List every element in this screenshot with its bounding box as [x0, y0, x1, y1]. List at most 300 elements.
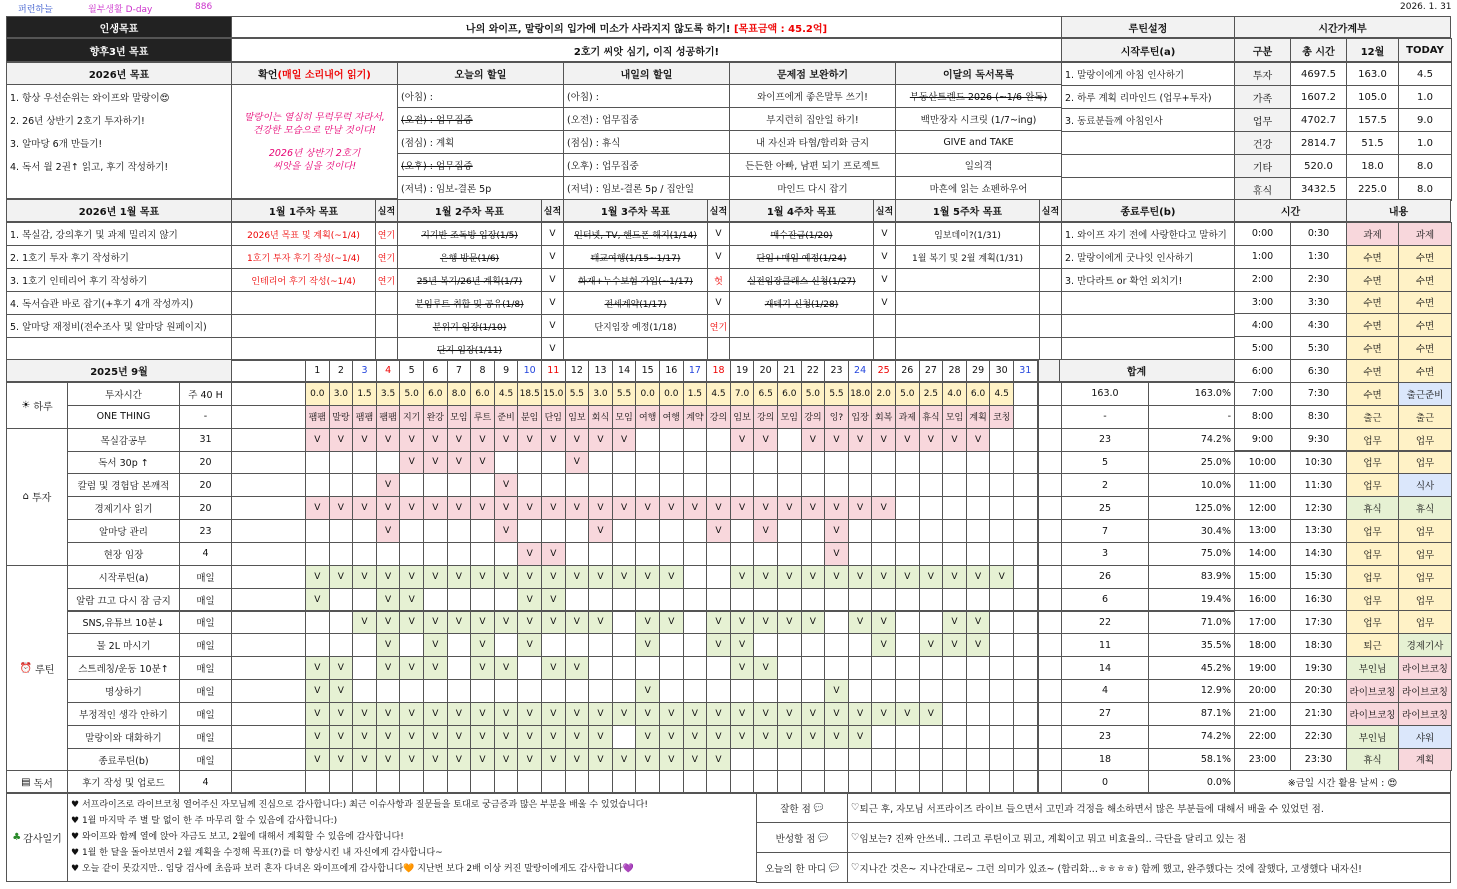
check-empty — [871, 519, 896, 543]
time-slot-cell: 2:00 — [1234, 268, 1291, 292]
time-header: 내용 — [1346, 199, 1451, 222]
check-empty — [447, 542, 472, 566]
check-empty — [683, 611, 708, 635]
check-mark: V — [494, 748, 519, 772]
todo-item: 마인드 다시 잡기 — [729, 176, 896, 200]
start-routine-empty — [1061, 154, 1235, 178]
row-pct: 163.0% — [1148, 382, 1235, 406]
check-mark: V — [399, 656, 424, 680]
todo-item: 마흔에 읽는 쇼펜하우어 — [895, 176, 1062, 200]
check-empty — [966, 725, 991, 749]
week-item: 은행 방문(1/6) — [397, 245, 542, 269]
check-mark: V — [942, 633, 967, 657]
check-mark: V — [612, 428, 637, 452]
timebook-header: TODAY — [1398, 38, 1452, 62]
check-mark: V — [612, 748, 637, 772]
invest-hour-cell: 6.0 — [470, 382, 495, 406]
one-thing-cell: 단임 — [541, 405, 566, 429]
check-empty — [730, 748, 755, 772]
check-mark: V — [871, 428, 896, 452]
time-slot-cell: 수면 — [1398, 336, 1452, 360]
check-empty — [942, 702, 967, 726]
check-empty — [612, 770, 637, 794]
row-pct: 74.2% — [1148, 725, 1235, 749]
check-empty — [989, 588, 1014, 612]
gratitude-text: 1월 마지막 주 별 탈 없이 한 주 마무리 할 수 있음에 감사합니다:) — [81, 816, 338, 826]
week-item — [729, 314, 874, 338]
check-empty — [942, 656, 967, 680]
time-slot-cell: 수면 — [1346, 291, 1399, 315]
invest-hour-cell: 5.5 — [824, 382, 849, 406]
todo-item: 내 자신과 타협/합리화 금지 — [729, 130, 896, 154]
check-mark: V — [777, 565, 802, 589]
time-slot-cell: 수면 — [1398, 245, 1452, 269]
row-target: 20 — [179, 473, 232, 497]
day-header: 31 — [1013, 359, 1038, 382]
timebook-cell: 1.0 — [1398, 85, 1452, 109]
category-label: 하루 — [33, 401, 53, 413]
row-name: 부정적인 생각 안하기 — [67, 702, 180, 726]
check-empty — [565, 519, 590, 543]
time-slot-cell: 10:00 — [1234, 451, 1291, 475]
check-empty — [329, 770, 354, 794]
invest-hour-cell: 18.0 — [848, 382, 873, 406]
check-empty — [966, 656, 991, 680]
check-mark: V — [801, 702, 826, 726]
row-blank — [231, 725, 306, 749]
row-pad — [1038, 770, 1062, 794]
check-mark: V — [376, 519, 401, 543]
check-mark: V — [541, 428, 566, 452]
check-mark: V — [659, 702, 684, 726]
time-slot-cell: 수면 — [1346, 268, 1399, 292]
status-label: 실적 — [873, 199, 896, 222]
check-empty — [730, 473, 755, 497]
invest-hour-cell: 5.5 — [612, 382, 637, 406]
week-status: V — [873, 222, 896, 246]
check-empty — [895, 770, 920, 794]
check-mark: V — [635, 725, 660, 749]
row-pct: 75.0% — [1148, 542, 1235, 566]
check-mark: V — [966, 611, 991, 635]
check-mark: V — [305, 656, 330, 680]
time-slot-cell: 0:30 — [1290, 222, 1347, 246]
row-target: 매일 — [179, 588, 232, 612]
invest-hour-cell: 1.5 — [683, 382, 708, 406]
check-empty — [871, 725, 896, 749]
time-slot-cell: 업무 — [1398, 588, 1452, 612]
week-title: 1월 5주차 목표 — [895, 199, 1040, 222]
week-status: V — [707, 222, 730, 246]
row-target: 4 — [179, 542, 232, 566]
row-pct: 35.5% — [1148, 633, 1235, 657]
one-thing-cell — [1013, 405, 1038, 429]
row-blank — [231, 679, 306, 703]
check-empty — [588, 679, 613, 703]
goal-2026-item: 4. 독서 월 2권↑ 읽고, 후기 작성하기! — [10, 162, 169, 173]
check-mark: V — [399, 748, 424, 772]
check-empty — [352, 451, 377, 475]
check-mark: V — [447, 496, 472, 520]
check-empty — [989, 656, 1014, 680]
check-empty — [565, 770, 590, 794]
check-mark: V — [423, 496, 448, 520]
check-mark: V — [352, 428, 377, 452]
time-slot-cell: 19:30 — [1290, 656, 1347, 680]
day-header: 18 — [706, 359, 731, 382]
week-status — [1039, 291, 1062, 315]
invest-hour-cell: 6.0 — [966, 382, 991, 406]
check-empty — [1013, 428, 1038, 452]
check-empty — [706, 565, 731, 589]
check-mark: V — [399, 588, 424, 612]
check-empty — [966, 702, 991, 726]
check-empty — [824, 451, 849, 475]
row-target: 23 — [179, 519, 232, 543]
check-empty — [352, 679, 377, 703]
check-mark: V — [989, 565, 1014, 589]
category-label: 투자 — [32, 493, 52, 505]
one-thing-cell: 코칭 — [989, 405, 1014, 429]
check-empty — [683, 473, 708, 497]
check-mark: V — [635, 748, 660, 772]
row-pct: 0.0% — [1148, 770, 1235, 794]
check-mark: V — [683, 725, 708, 749]
check-mark: V — [895, 702, 920, 726]
row-pad — [1038, 702, 1062, 726]
check-mark: V — [848, 611, 873, 635]
time-slot-cell: 1:30 — [1290, 245, 1347, 269]
time-slot-cell: 11:00 — [1234, 473, 1291, 497]
time-slot-cell: 출근 — [1346, 405, 1399, 429]
timebook-cell: 4.5 — [1398, 62, 1452, 86]
check-empty — [329, 519, 354, 543]
time-slot-cell: 라이브코칭 — [1398, 656, 1452, 680]
check-empty — [635, 473, 660, 497]
timebook-cell: 520.0 — [1290, 154, 1347, 178]
sum-blank — [1038, 359, 1060, 382]
check-empty — [659, 542, 684, 566]
time-slot-cell: 2:30 — [1290, 268, 1347, 292]
todo-item: (오전) : 업무집중 — [563, 107, 730, 131]
week-title: 1월 1주차 목표 — [231, 199, 376, 222]
check-mark: V — [447, 451, 472, 475]
check-mark: V — [517, 725, 542, 749]
check-mark: V — [824, 702, 849, 726]
week-item — [895, 268, 1040, 292]
check-empty — [612, 611, 637, 635]
check-empty — [753, 679, 778, 703]
row-sum: 23 — [1061, 725, 1149, 749]
review-label — [756, 852, 848, 883]
check-empty — [848, 588, 873, 612]
check-empty — [447, 633, 472, 657]
week-status: V — [541, 314, 564, 338]
end-routine-title: 종료루틴(b) — [1061, 199, 1235, 222]
week-status — [375, 314, 398, 338]
check-mark: V — [470, 702, 495, 726]
check-empty — [517, 770, 542, 794]
week-item — [563, 337, 708, 361]
dday-label: 월부생활 D-day — [88, 5, 153, 15]
check-empty — [329, 473, 354, 497]
check-mark: V — [565, 428, 590, 452]
check-empty — [706, 770, 731, 794]
review-label-text: 오늘의 한 마디 — [764, 863, 827, 875]
check-empty — [588, 451, 613, 475]
row-target: 매일 — [179, 725, 232, 749]
row-sum: 25 — [1061, 496, 1149, 520]
three-year-goal: 2호기 씨앗 심기, 이직 성공하기! — [231, 38, 1062, 62]
check-mark: V — [706, 633, 731, 657]
heart-icon: ♥ — [71, 864, 82, 874]
todo-item: 부동산트렌드 2026 (~1/6 완독) — [895, 84, 1062, 108]
clock-icon: ⏰ — [19, 662, 33, 674]
review-text: 지나간 것은~ 지나간대로~ 그런 의미가 있죠~ (합리화...ㅎㅎㅎㅎ) 함께 했고, 완주했다는 것에 잘했다, 고생했다 내자신! — [859, 863, 1362, 875]
check-mark: V — [824, 519, 849, 543]
check-mark: V — [753, 702, 778, 726]
invest-hour-cell: 7.0 — [730, 382, 755, 406]
check-empty — [848, 519, 873, 543]
check-empty — [1013, 633, 1038, 657]
check-mark: V — [305, 496, 330, 520]
check-empty — [683, 679, 708, 703]
check-empty — [895, 633, 920, 657]
invest-hour-cell: 15.0 — [541, 382, 566, 406]
goal-2026-item: 2. 26년 상반기 2호기 투자하기! — [10, 116, 145, 127]
check-mark: V — [565, 656, 590, 680]
time-slot-cell: 8:30 — [1290, 405, 1347, 429]
check-mark: V — [376, 588, 401, 612]
check-mark: V — [753, 519, 778, 543]
time-slot-cell: 20:30 — [1290, 679, 1347, 703]
check-mark: V — [352, 748, 377, 772]
check-empty — [541, 473, 566, 497]
check-empty — [352, 770, 377, 794]
one-thing-cell: 입장 — [848, 405, 873, 429]
check-mark: V — [730, 656, 755, 680]
check-empty — [588, 770, 613, 794]
check-empty — [871, 748, 896, 772]
todo-item: GIVE and TAKE — [895, 130, 1062, 154]
check-mark: V — [588, 725, 613, 749]
check-empty — [612, 542, 637, 566]
check-empty — [942, 770, 967, 794]
check-mark: V — [942, 611, 967, 635]
check-empty — [706, 473, 731, 497]
check-empty — [565, 542, 590, 566]
day-header: 8 — [470, 359, 495, 382]
invest-hour-cell: 5.0 — [399, 382, 424, 406]
row-pct: 30.4% — [1148, 519, 1235, 543]
review-text-cell — [847, 792, 1451, 823]
check-empty — [352, 588, 377, 612]
one-thing-cell: 말랑 — [329, 405, 354, 429]
check-empty — [942, 725, 967, 749]
check-mark: V — [376, 565, 401, 589]
check-mark: V — [305, 588, 330, 612]
check-empty — [989, 473, 1014, 497]
week-item — [895, 314, 1040, 338]
row-pad — [1038, 748, 1062, 772]
jan-goal-item: 3. 1호기 인테리어 후기 작성하기 — [6, 268, 232, 292]
timebook-cell: 건강 — [1234, 131, 1291, 155]
row-name: 물 2L 마시기 — [67, 633, 180, 657]
week-status: V — [707, 291, 730, 315]
section-header: 오늘의 할일 — [397, 62, 564, 85]
row-sum: 18 — [1061, 748, 1149, 772]
check-empty — [423, 679, 448, 703]
day-header: 16 — [659, 359, 684, 382]
check-empty — [541, 770, 566, 794]
time-slot-cell: 출근준비 — [1398, 382, 1452, 406]
check-empty — [1013, 519, 1038, 543]
check-empty — [824, 633, 849, 657]
check-mark: V — [565, 611, 590, 635]
time-slot-cell: 식사 — [1398, 473, 1452, 497]
day-header: 28 — [942, 359, 967, 382]
check-empty — [895, 656, 920, 680]
row-pct: 87.1% — [1148, 702, 1235, 726]
check-mark: V — [659, 611, 684, 635]
date-label: 2026. 1. 31 — [1400, 2, 1452, 12]
row-name: 시작루틴(a) — [67, 565, 180, 589]
goal-2026-item: 1. 항상 우선순위는 와이프와 말랑이😍 — [10, 93, 170, 104]
gratitude-item — [71, 813, 337, 829]
check-empty — [399, 633, 424, 657]
check-empty — [801, 451, 826, 475]
time-slot-cell: 15:30 — [1290, 565, 1347, 589]
check-empty — [541, 679, 566, 703]
week-status: 연기 — [375, 268, 398, 292]
check-mark: V — [565, 565, 590, 589]
week-title: 1월 4주차 목표 — [729, 199, 874, 222]
week-item: 화재+누수보험 가입(~1/17) — [563, 268, 708, 292]
row-name: 말랑이와 대화하기 — [67, 725, 180, 749]
row-name: 명상하기 — [67, 679, 180, 703]
one-thing-cell: 모임 — [777, 405, 802, 429]
time-slot-cell: 휴식 — [1398, 496, 1452, 520]
check-empty — [753, 770, 778, 794]
time-slot-cell: 업무 — [1398, 519, 1452, 543]
check-mark: V — [470, 725, 495, 749]
check-mark: V — [730, 428, 755, 452]
check-empty — [801, 748, 826, 772]
check-mark: V — [919, 565, 944, 589]
check-empty — [683, 565, 708, 589]
row-sum: 0 — [1061, 770, 1149, 794]
check-empty — [565, 679, 590, 703]
check-empty — [517, 451, 542, 475]
row-name: 목실감공부 — [67, 428, 180, 452]
one-thing-cell: 회식 — [588, 405, 613, 429]
heart-outline-icon: ♡ — [851, 862, 860, 873]
gratitude-box — [67, 792, 757, 882]
time-slot-cell: 4:00 — [1234, 313, 1291, 337]
row-blank — [231, 473, 306, 497]
todo-item: (저녁) : 임보-결론 5p — [397, 176, 564, 200]
gratitude-text: 오늘 같이 못갔지만.. 임당 검사에 초음파 보러 혼자 다녀온 와이프에게 감사합니다🧡 지난번 보다 2배 이상 커진 말랑이에게도 감사합니다💜 — [81, 864, 634, 874]
timebook-cell: 휴식 — [1234, 177, 1291, 201]
check-mark: V — [824, 428, 849, 452]
check-empty — [919, 770, 944, 794]
check-mark: V — [871, 702, 896, 726]
check-mark: V — [447, 748, 472, 772]
day-header: 23 — [824, 359, 849, 382]
week-status: V — [541, 245, 564, 269]
row-target: 매일 — [179, 633, 232, 657]
one-thing-cell: 모임 — [942, 405, 967, 429]
heart-icon: ♥ — [71, 816, 82, 826]
check-empty — [470, 588, 495, 612]
check-empty — [871, 542, 896, 566]
check-mark: V — [730, 633, 755, 657]
check-mark: V — [541, 702, 566, 726]
check-mark: V — [447, 702, 472, 726]
check-mark: V — [966, 633, 991, 657]
check-mark: V — [848, 496, 873, 520]
check-empty — [541, 519, 566, 543]
check-empty — [777, 633, 802, 657]
review-text: 임보는? 진짜 안쓰네.. 그리고 루틴이고 뭐고, 계획이고 뭐고 비효율의.. 극단을 달리고 있는 점 — [859, 833, 1247, 845]
check-empty — [683, 588, 708, 612]
check-mark: V — [423, 451, 448, 475]
week-item: 인테리어 후기 작성(~1/4) — [231, 268, 376, 292]
day-header: 21 — [777, 359, 802, 382]
check-mark: V — [565, 725, 590, 749]
check-mark: V — [824, 496, 849, 520]
time-slot-cell: 7:00 — [1234, 382, 1291, 406]
row-pct: - — [1148, 405, 1235, 429]
check-mark: V — [470, 611, 495, 635]
check-mark: V — [541, 611, 566, 635]
check-mark: V — [753, 611, 778, 635]
check-empty — [659, 428, 684, 452]
row-sum: 23 — [1061, 428, 1149, 452]
row-name: 경제기사 읽기 — [67, 496, 180, 520]
check-empty — [494, 679, 519, 703]
week-status — [375, 337, 398, 361]
row-blank — [231, 588, 306, 612]
week-status — [1039, 222, 1062, 246]
category-0 — [6, 382, 68, 429]
check-mark: V — [376, 611, 401, 635]
check-mark: V — [470, 656, 495, 680]
row-name: 종료루틴(b) — [67, 748, 180, 772]
check-mark: V — [824, 679, 849, 703]
time-slot-cell: 8:00 — [1234, 405, 1291, 429]
time-slot-cell: 9:30 — [1290, 428, 1347, 452]
one-thing-cell: 계획 — [966, 405, 991, 429]
check-empty — [1013, 588, 1038, 612]
category-2 — [6, 565, 68, 772]
time-slot-cell: 수면 — [1346, 382, 1399, 406]
time-slot-cell: 업무 — [1346, 542, 1399, 566]
check-empty — [848, 633, 873, 657]
timebook-cell: 8.0 — [1398, 154, 1452, 178]
check-empty — [824, 588, 849, 612]
check-empty — [730, 542, 755, 566]
week-item: 실전임장클래스 신청(1/27) — [729, 268, 874, 292]
check-empty — [683, 770, 708, 794]
check-empty — [1013, 770, 1038, 794]
check-mark: V — [871, 496, 896, 520]
category-3 — [6, 770, 68, 794]
check-mark: V — [470, 428, 495, 452]
invest-hour-cell: 18.5 — [517, 382, 542, 406]
time-slot-cell: 업무 — [1346, 588, 1399, 612]
time-slot-cell: 10:30 — [1290, 451, 1347, 475]
